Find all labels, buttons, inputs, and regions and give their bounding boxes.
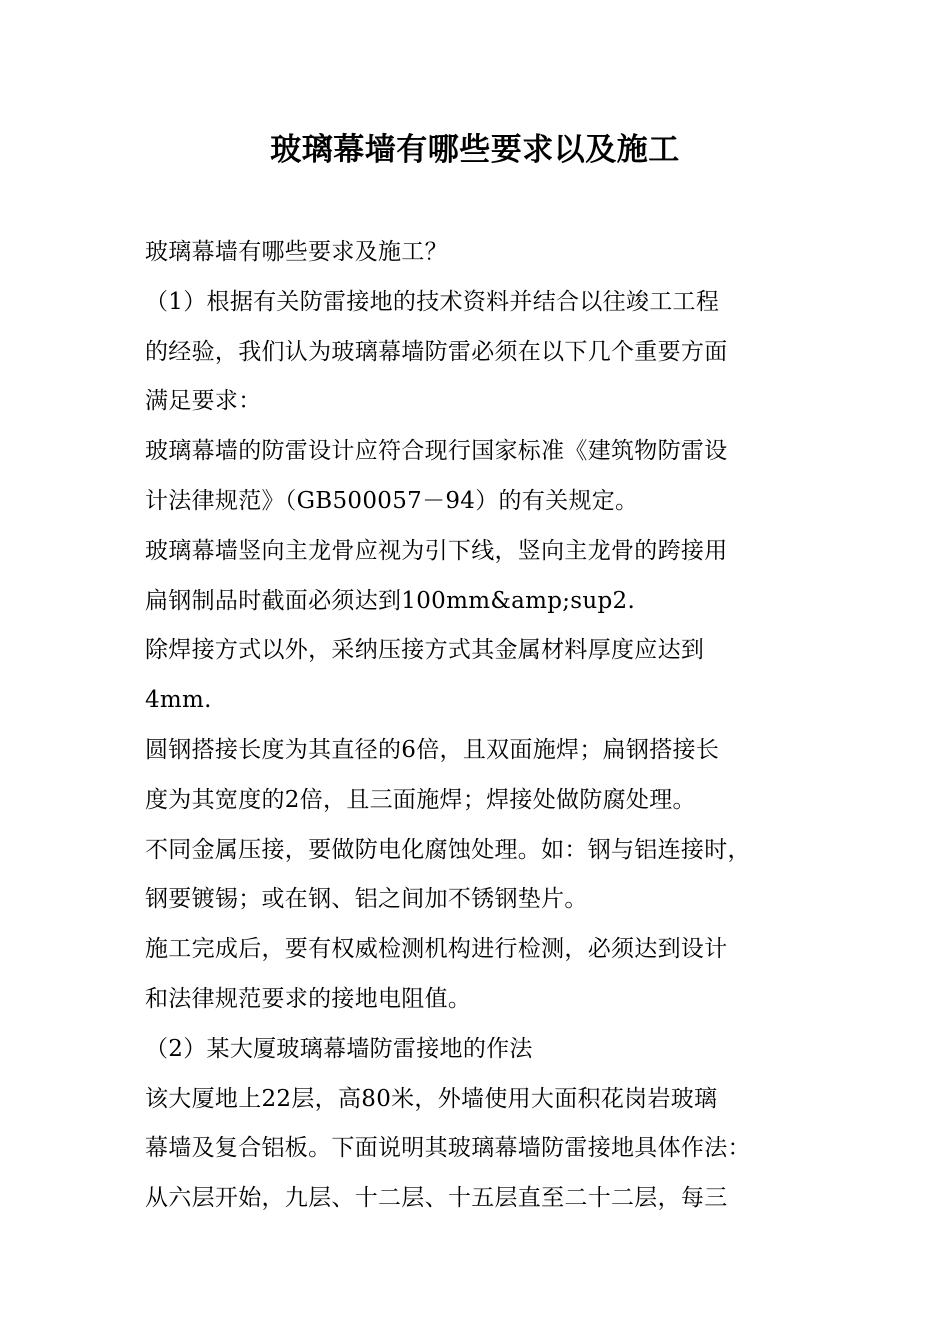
body-line: 满足要求： bbox=[145, 388, 262, 415]
document-body bbox=[145, 228, 815, 1224]
body-line: 计法律规范》（GB500057－94）的有关规定。 bbox=[145, 487, 639, 514]
body-line: 的经验，我们认为玻璃幕墙防雷必须在以下几个重要方面 bbox=[145, 338, 728, 365]
body-line: 扁钢制品时截面必须达到100mm&amp;sup2. bbox=[145, 587, 636, 614]
body-line: 4mm. bbox=[145, 687, 212, 714]
body-line: 该大厦地上22层，高80米，外墙使用大面积花岗岩玻璃 bbox=[145, 1085, 718, 1112]
body-line: （1）根据有关防雷接地的技术资料并结合以往竣工工程 bbox=[145, 288, 720, 315]
body-line: 幕墙及复合铝板。下面说明其玻璃幕墙防雷接地具体作法： bbox=[145, 1135, 751, 1162]
body-line: 钢要镀锡；或在钢、铝之间加不锈钢垫片。 bbox=[145, 886, 588, 913]
body-line: 度为其宽度的2倍，且三面施焊；焊接处做防腐处理。 bbox=[145, 786, 696, 813]
body-line: 玻璃幕墙有哪些要求及施工？ bbox=[145, 239, 448, 265]
body-line: 从六层开始，九层、十二层、十五层直至二十二层，每三 bbox=[145, 1185, 728, 1212]
body-line: 除焊接方式以外，采纳压接方式其金属材料厚度应达到 bbox=[145, 637, 705, 664]
body-line: 不同金属压接，要做防电化腐蚀处理。如：钢与铝连接时， bbox=[145, 836, 751, 863]
body-line: 施工完成后，要有权威检测机构进行检测，必须达到设计 bbox=[145, 936, 728, 963]
body-line: （2）某大厦玻璃幕墙防雷接地的作法 bbox=[145, 1035, 533, 1062]
body-line: 圆钢搭接长度为其直径的6倍，且双面施焊；扁钢搭接长 bbox=[145, 736, 720, 763]
document-title: 玻璃幕墙有哪些要求以及施工 bbox=[270, 132, 680, 168]
body-line: 玻璃幕墙的防雷设计应符合现行国家标准《建筑物防雷设 bbox=[145, 438, 728, 465]
body-line: 玻璃幕墙竖向主龙骨应视为引下线，竖向主龙骨的跨接用 bbox=[145, 537, 728, 564]
body-line: 和法律规范要求的接地电阻值。 bbox=[145, 985, 472, 1012]
